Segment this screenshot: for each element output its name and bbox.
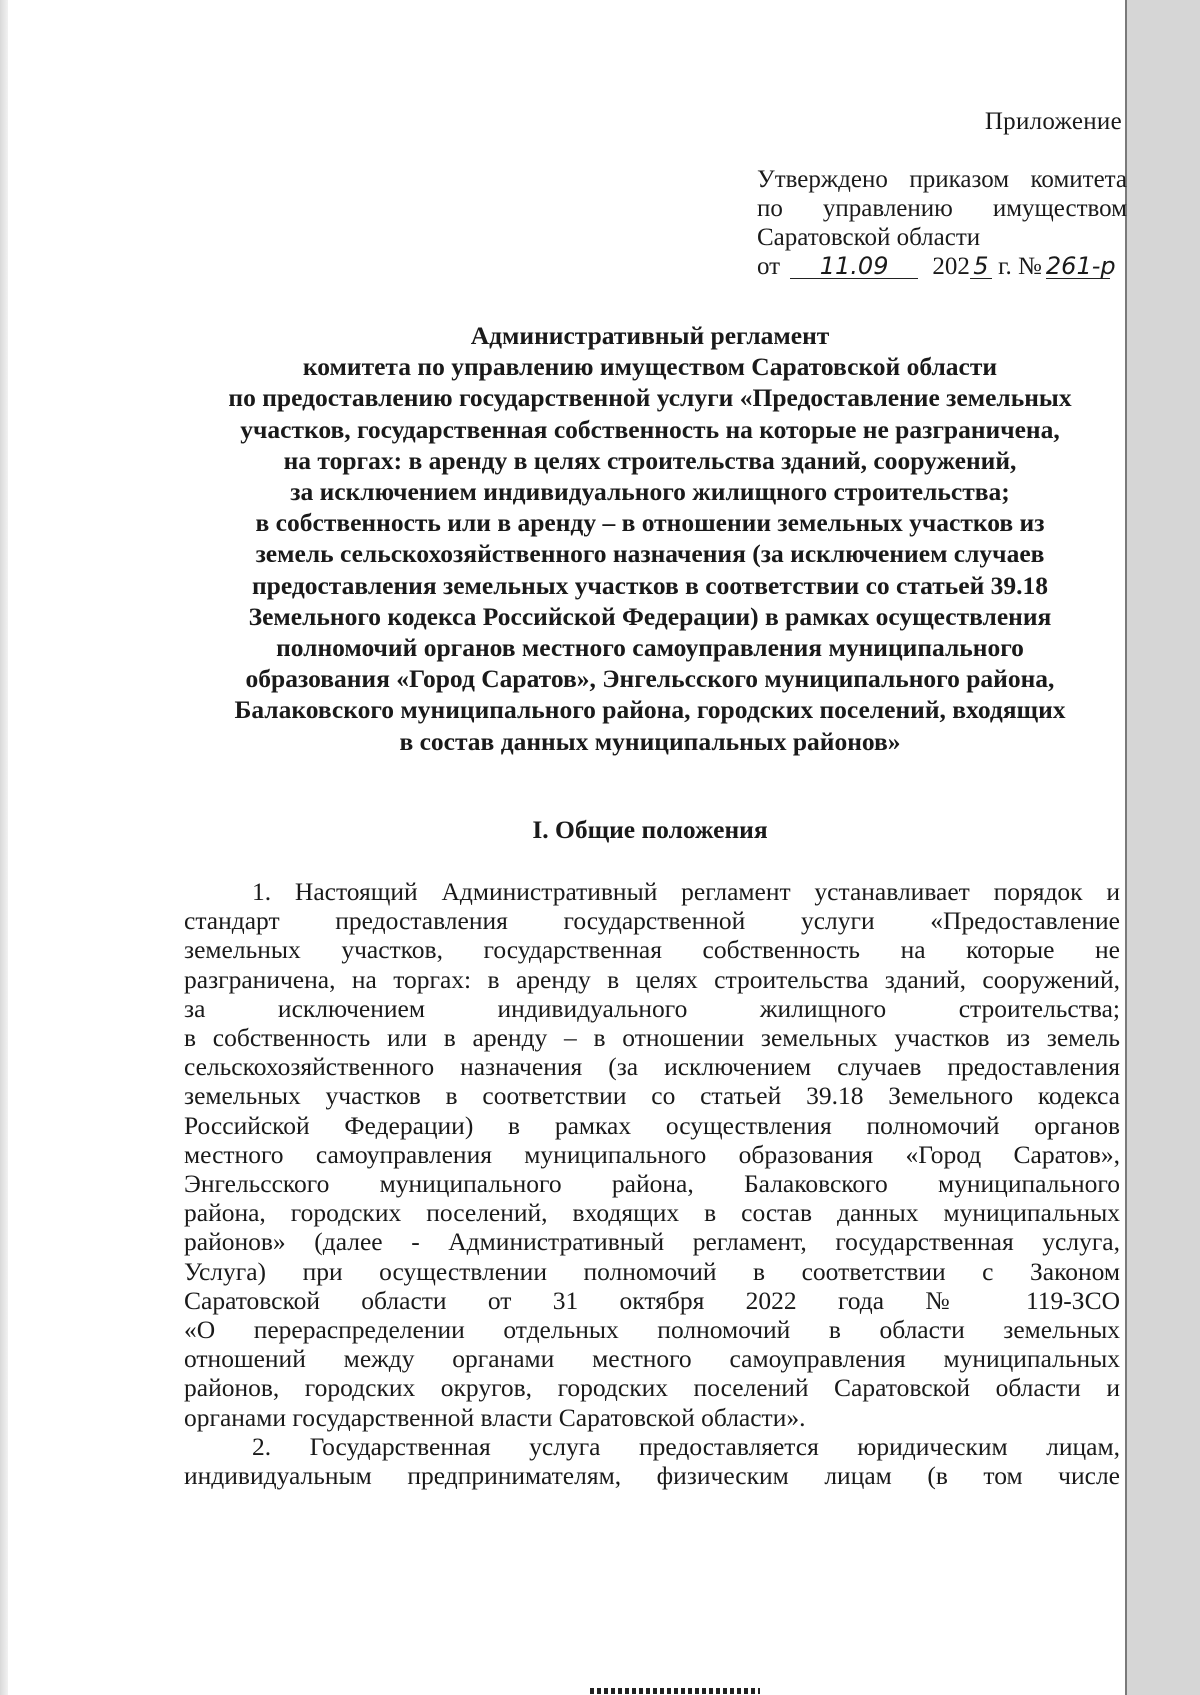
paragraph-2-line: 2. Государственная услуга предоставляется юридическим лицам, — [252, 1431, 1120, 1461]
title-line: на торгах: в аренду в целях строительства зданий, сооружений, — [283, 445, 1017, 475]
title-line: за исключением индивидуального жилищного строительства; — [290, 477, 1010, 507]
order-number-handwritten: 261-р — [1045, 252, 1116, 280]
paragraph-1-line: районов» (далее - Административный регламент, государственная услуга, — [184, 1227, 1120, 1257]
paragraph-1-line: земельных участков, государственная собственность на которые не — [184, 935, 1120, 965]
paragraph-1-line: Саратовской области от 31 октября 2022 года № 119-ЗСО — [184, 1285, 1120, 1315]
paragraph-1-line: сельскохозяйственного назначения (за исключением случаев предоставления — [184, 1052, 1120, 1082]
paragraph-1-line: местного самоуправления муниципального образования «Город Саратов», — [184, 1139, 1120, 1169]
title-line: участков, государственная собственность на которые не разграничена, — [240, 414, 1060, 444]
scan-right-margin — [1127, 0, 1200, 1695]
title-line: по предоставлению государственной услуги «Предоставление земельных — [228, 383, 1072, 413]
paragraph-1-line: «О перераспределении отдельных полномочий в области земельных — [184, 1315, 1120, 1345]
paragraph-1-line: стандарт предоставления государственной услуги «Предоставление — [184, 906, 1120, 936]
paragraph-1-line: Энгельсского муниципального района, Балаковского муниципального — [184, 1169, 1120, 1199]
paragraph-1-line: районов, городских округов, городских поселений Саратовской области и — [184, 1373, 1120, 1403]
paragraph-1-line: в собственность или в аренду – в отношении земельных участков из земель — [184, 1023, 1120, 1053]
body-text — [184, 877, 1120, 1490]
title-line: комитета по управлению имуществом Саратовской области — [302, 352, 998, 382]
section-heading: I. Общие положения — [532, 815, 768, 844]
document-title — [180, 320, 1120, 757]
title-line: в собственность или в аренду – в отношении земельных участков из — [255, 508, 1045, 538]
title-line: образования «Город Саратов», Энгельсского муниципального района, — [245, 664, 1055, 694]
paragraph-1-line: 1. Настоящий Административный регламент устанавливает порядок и — [252, 877, 1120, 906]
approval-line: по управлению имуществом — [757, 195, 1127, 222]
order-year-prefix: 202 — [932, 253, 970, 280]
paragraph-1-line: за исключением индивидуального жилищного строительства; — [184, 993, 1120, 1023]
paragraph-1-line: Услуга) при осуществлении полномочий в соответствии с Законом — [184, 1256, 1120, 1286]
title-line: полномочий органов местного самоуправления муниципального — [276, 633, 1024, 663]
paragraph-1-line: отношений между органами местного самоуправления муниципальных — [184, 1344, 1120, 1374]
title-line: Балаковского муниципального района, городских поселений, входящих — [234, 695, 1066, 725]
approval-line: Утверждено приказом комитета — [757, 166, 1127, 193]
title-line: предоставления земельных участков в соответствии со статьей 39.18 — [251, 570, 1049, 600]
order-year-handwritten: 5 — [970, 254, 992, 279]
approval-line: Саратовской области — [757, 224, 981, 251]
paragraph-1-line: органами государственной власти Саратовской области». — [184, 1402, 806, 1432]
paragraph-1-line: района, городских поселений, входящих в состав данных муниципальных — [184, 1198, 1120, 1228]
paragraph-1-line: Российской Федерации) в рамках осуществления полномочий органов — [184, 1110, 1120, 1140]
order-prefix: от — [757, 253, 781, 280]
paragraph-1-line: разграничена, на торгах: в аренду в целях строительства зданий, сооружений, — [184, 964, 1120, 994]
paragraph-1-line: земельных участков в соответствии со статьей 39.18 Земельного кодекса — [184, 1081, 1120, 1111]
order-reference-line — [757, 252, 1127, 281]
approval-block — [757, 165, 1127, 281]
order-date-handwritten: 11.09 — [790, 254, 918, 279]
title-line: земель сельскохозяйственного назначения (за исключением случаев — [255, 539, 1045, 569]
title-line: в состав данных муниципальных районов» — [399, 726, 901, 756]
scan-left-edge — [0, 0, 8, 1695]
title-line: Земельного кодекса Российской Федерации) в рамках осуществления — [248, 601, 1052, 631]
appendix-label: Приложение — [984, 108, 1122, 135]
paragraph-2-line: индивидуальным предпринимателям, физическим лицам (в том числе — [184, 1461, 1120, 1491]
order-year-suffix: г. № — [998, 253, 1042, 280]
title-line: Административный регламент — [470, 321, 830, 350]
scan-bottom-mark — [590, 1688, 760, 1694]
